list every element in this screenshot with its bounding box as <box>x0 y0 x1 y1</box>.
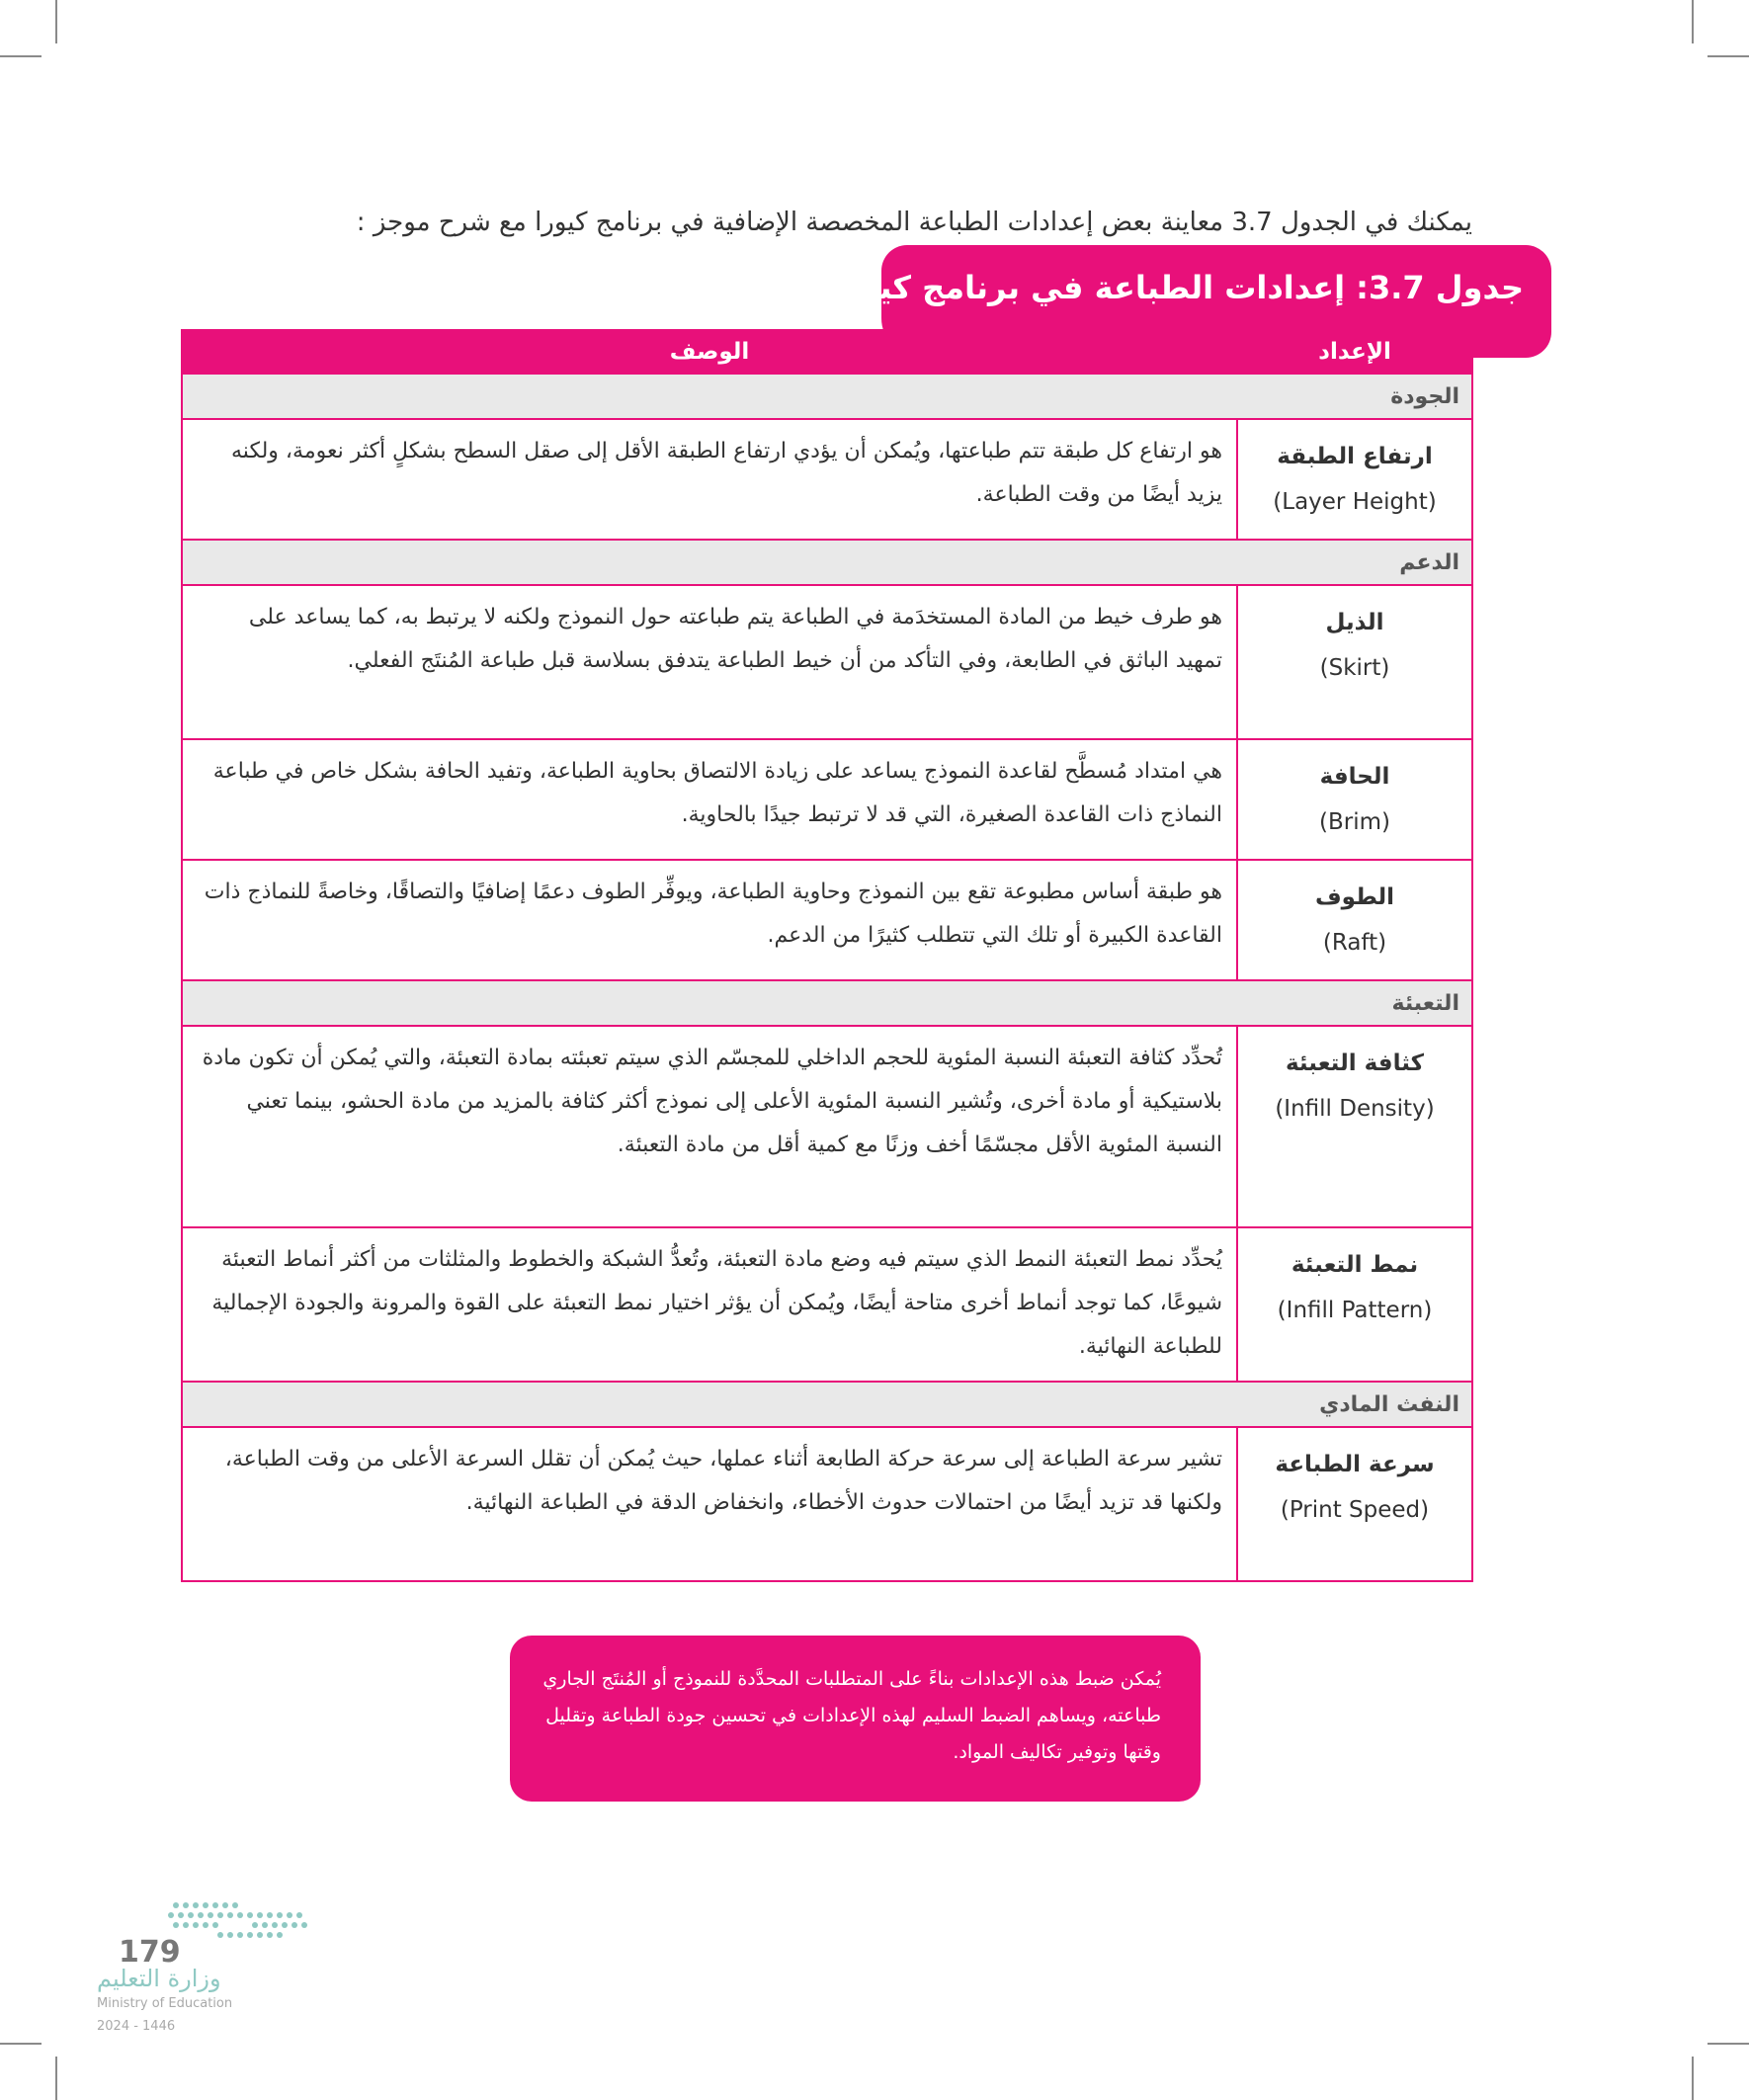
ministry-name-en: Ministry of Education <box>97 1996 233 2011</box>
setting-name-cell <box>1237 1427 1472 1581</box>
crop-mark <box>1707 55 1749 57</box>
setting-description: تُحدِّد كثافة التعبئة النسبة المئوية للحجم الداخلي للمجسّم الذي سيتم تعبئته بمادة التعبئة، والتي يُمكن أن تكون مادة بلاستيكية أو مادة أخرى، وتُشير النسبة المئوية الأعلى إلى نموذج أكثر كثافة بالمزيد من مادة الحشو، بينما تعني النسبة المئوية الأقل مجسّمًا أخف وزنًا مع كمية أقل من مادة التعبئة. <box>182 1026 1237 1227</box>
column-header-description: الوصف <box>182 330 1237 374</box>
edition-year: 2024 - 1446 <box>97 2019 176 2034</box>
settings-table <box>181 329 1473 1582</box>
setting-name-en: (Print Speed) <box>1280 1497 1430 1523</box>
setting-description: هو ارتفاع كل طبقة تتم طباعتها، ويُمكن أن يؤدي ارتفاع الطبقة الأقل إلى صقل السطح بشكلٍ أكثر نعومة، ولكنه يزيد أيضًا من وقت الطباعة. <box>182 419 1237 540</box>
crop-mark <box>55 2057 57 2100</box>
crop-mark <box>0 2043 42 2045</box>
setting-name-cell <box>1237 585 1472 739</box>
setting-description: هي امتداد مُسطَّح لقاعدة النموذج يساعد على زيادة الالتصاق بحاوية الطباعة، وتفيد الحافة بشكل خاص في طباعة النماذج ذات القاعدة الصغيرة، التي قد لا ترتبط جيدًا بالحاوية. <box>182 739 1237 860</box>
crop-mark <box>0 55 42 57</box>
setting-name-en: (Infill Pattern) <box>1277 1298 1433 1323</box>
crop-mark <box>55 0 57 43</box>
section-row-infill <box>182 980 1472 1026</box>
table-title: جدول 3.7: إعدادات الطباعة في برنامج كيورا <box>830 269 1524 306</box>
table-row <box>182 585 1472 739</box>
table-header-row <box>182 330 1472 374</box>
section-row-extrusion <box>182 1382 1472 1427</box>
crop-mark <box>1692 2057 1694 2100</box>
ministry-name-ar: وزارة التعليم <box>97 1965 221 1992</box>
table-row <box>182 1227 1472 1382</box>
setting-name-en: (Layer Height) <box>1273 489 1437 515</box>
section-label: التعبئة <box>182 980 1472 1026</box>
setting-name-cell <box>1237 860 1472 980</box>
setting-name-ar: الحافة <box>1319 764 1390 790</box>
table-row <box>182 1026 1472 1227</box>
note-box: يُمكن ضبط هذه الإعدادات بناءً على المتطلبات المحدَّدة للنموذج أو المُنتَج الجاري طباعته، ويساهم الضبط السليم لهذه الإعدادات في تحسين جودة الطباعة وتقليل وقتها وتوفير تكاليف المواد. <box>510 1636 1201 1802</box>
setting-name-ar: كثافة التعبئة <box>1285 1050 1425 1076</box>
setting-name-cell <box>1237 739 1472 860</box>
setting-name-en: (Raft) <box>1322 930 1387 956</box>
setting-name-ar: الذيل <box>1325 610 1384 635</box>
setting-name-ar: نمط التعبئة <box>1291 1252 1419 1278</box>
column-header-setting: الإعداد <box>1237 330 1472 374</box>
setting-name-ar: ارتفاع الطبقة <box>1277 444 1433 469</box>
setting-name-en: (Brim) <box>1319 809 1390 835</box>
setting-description: يُحدِّد نمط التعبئة النمط الذي سيتم فيه وضع مادة التعبئة، وتُعدُّ الشبكة والخطوط والمثلثات من أكثر أنماط التعبئة شيوعًا، كما توجد أنماط أخرى متاحة أيضًا، ويُمكن أن يؤثر اختيار نمط التعبئة على القوة والمرونة والجودة الإجمالية للطباعة النهائية. <box>182 1227 1237 1382</box>
section-row-support <box>182 540 1472 585</box>
crop-mark <box>1707 2043 1749 2045</box>
page-number: 179 <box>119 1935 181 1970</box>
table-row <box>182 739 1472 860</box>
setting-name-ar: الطوف <box>1314 884 1395 910</box>
section-row-quality <box>182 374 1472 419</box>
setting-name-cell <box>1237 419 1472 540</box>
setting-name-en: (Skirt) <box>1319 655 1390 681</box>
section-label: الجودة <box>182 374 1472 419</box>
section-label: النفث المادي <box>182 1382 1472 1427</box>
setting-name-cell <box>1237 1227 1472 1382</box>
table-row <box>182 1427 1472 1581</box>
section-label: الدعم <box>182 540 1472 585</box>
intro-paragraph: يمكنك في الجدول 3.7 معاينة بعض إعدادات الطباعة المخصصة الإضافية في برنامج كيورا مع شرح موجز : <box>356 208 1472 237</box>
table-row <box>182 860 1472 980</box>
setting-name-en: (Infill Density) <box>1275 1096 1435 1122</box>
setting-description: هو طبقة أساس مطبوعة تقع بين النموذج وحاوية الطباعة، ويوفِّر الطوف دعمًا إضافيًا والتصاقًا، وخاصةً للنماذج ذات القاعدة الكبيرة أو تلك التي تتطلب كثيرًا من الدعم. <box>182 860 1237 980</box>
setting-name-ar: سرعة الطباعة <box>1275 1452 1435 1477</box>
setting-description: هو طرف خيط من المادة المستخدَمة في الطباعة يتم طباعته حول النموذج ولكنه لا يرتبط به، كما يساعد على تمهيد الباثق في الطابعة، وفي التأكد من أن خيط الطباعة يتدفق بسلاسة قبل طباعة المُنتَج الفعلي. <box>182 585 1237 739</box>
table-row <box>182 419 1472 540</box>
crop-mark <box>1692 0 1694 43</box>
setting-description: تشير سرعة الطباعة إلى سرعة حركة الطابعة أثناء عملها، حيث يُمكن أن تقلل السرعة الأعلى من وقت الطباعة، ولكنها قد تزيد أيضًا من احتمالات حدوث الأخطاء، وانخفاض الدقة في الطباعة النهائية. <box>182 1427 1237 1581</box>
setting-name-cell <box>1237 1026 1472 1227</box>
